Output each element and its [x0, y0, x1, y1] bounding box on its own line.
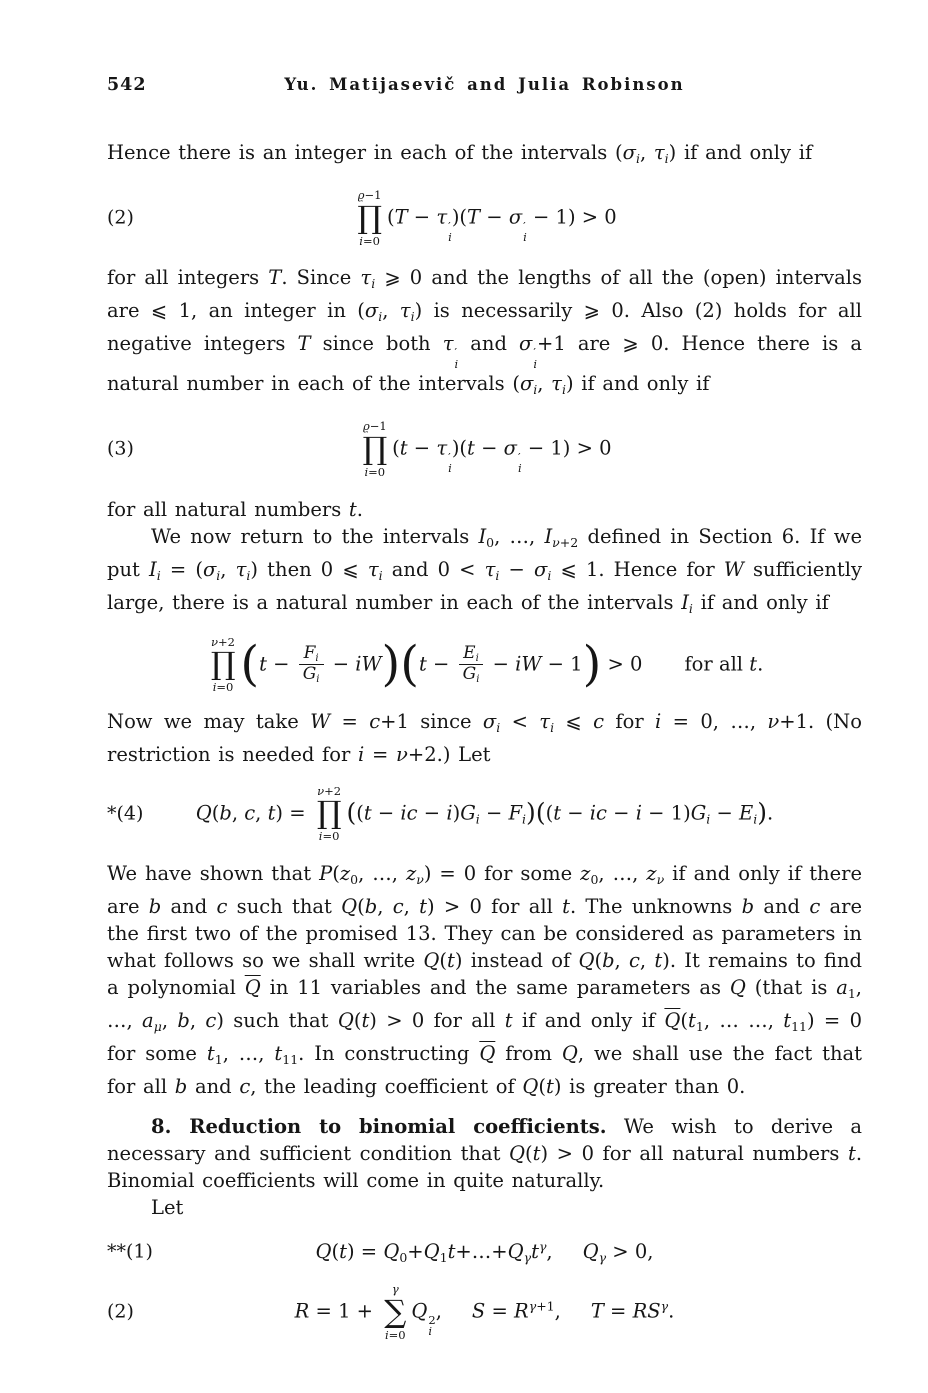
equation-3: [107, 420, 862, 478]
page-header: [107, 75, 862, 101]
section-8-paragraph: 8. Reduction to binomial coefficients. We wish to derive a necessary and sufficient condition that Q(t) > 0 for all natural numbers t. Binomial coefficients will come in quite naturally.: [107, 1115, 863, 1193]
equation-3-label: (3): [107, 437, 134, 460]
paragraph-let: Let: [151, 1196, 184, 1220]
paragraph-return-intervals: We now return to the intervals $I_0$, …, $I_{\nu+2}$ defined in Section 6. If we put $I_i = (\sigma_i$, $\tau_i$) then 0 ⩽ $\tau_i$ and $0 < \tau_i - \sigma_i$ ⩽ 1. Hence for W sufficiently large, there is a natural number in each of the intervals $I_i$ if and only if: [107, 524, 862, 616]
equation-3-body: ϱ−1 ∏ i=0 (t − τ ′ i )(t − σ ′ i − 1) > 0: [362, 419, 612, 479]
paragraph-intro: Hence there is an integer in each of the intervals ($\sigma_i$, $\tau_i$) if and only if: [107, 141, 813, 166]
text-column: [107, 75, 862, 1351]
paragraph-integers-T: for all integers T. Since $\tau_i$ ⩾ 0 and the lengths of all the (open) intervals are ⩽ 1, an integer in ($\sigma_i$, $\tau_i$) is necessarily ⩾ 0. Also (2) holds for all negative integers T since both τ ′ i and σ ′ i +1 are ⩾ 0. Hence there is a natural number in each of the intervals ($\sigma_i$, $\tau_i$) if and only if: [107, 266, 862, 398]
paragraph-take-W: Now we may take W = c+1 since $\sigma_i < \tau_i$ ⩽ c for i = 0, …, ν+1. (No restriction is needed for i = ν+2.) Let: [107, 709, 862, 766]
equation-binomial-2-body: R = 1 + γ ∑ i=0 Q 2 i , $S = R^{\gamma+1}$, $T = RS^\gamma$.: [294, 1282, 675, 1342]
equation-product-W: [107, 636, 862, 694]
equation-binomial-2: [107, 1283, 862, 1341]
equation-binomial-1-body: $Q(t) = Q_0+Q_1t+\dots+Q_\gamma t^\gamma$, $Q_\gamma > 0$,: [315, 1239, 654, 1266]
equation-binomial-1: [107, 1233, 862, 1271]
equation-2-body: ϱ−1 ∏ i=0 (T − τ ′ i )(T − σ ′ i − 1) > 0: [357, 188, 617, 248]
equation-4-starred: [107, 785, 862, 843]
equation-4-label: *(4): [107, 802, 144, 825]
equation-product-W-body: ν+2 ∏ i=0 (t − $\frac{F_i}{G_i}$ − iW)(t − $\frac{E_i}{G_i}$ − iW − 1) > 0 for all t.: [210, 634, 764, 695]
paragraph-we-have-shown: We have shown that $P(z_0$, …, $z_\nu) = 0$ for some $z_0$, …, $z_\nu$ if and only if there are b and c such that Q(b, c, t) > 0 for all t. The unknowns b and c are the first two of the promised 13. They can be considered as parameters in what follows so we shall write Q(t) instead of Q(b, c, t). It remains to find a polynomial $\overline{Q}$ in 11 variables and the same parameters as Q (that is $a_1$, …, $a_\mu$, b, c) such that Q(t) > 0 for all t if and only if $\overline{Q}(t_1$, … …, $t_{11}) = 0$ for some $t_1$, …, $t_{11}$. In constructing $\overline{Q}$ from Q, we shall use the fact that for all b and c, the leading coefficient of Q(t) is greater than 0.: [107, 862, 863, 1099]
page-number: 542: [107, 75, 147, 95]
equation-2-label: (2): [107, 206, 134, 229]
equation-binomial-1-label: **(1): [107, 1240, 153, 1263]
running-title: Yu. Matijasevič and Julia Robinson: [284, 75, 685, 94]
paragraph-natural-numbers: for all natural numbers t.: [107, 497, 363, 521]
equation-4-body: Q(b, c, t) = ν+2 ∏ i=0 ((t − ic − $i)G_i - F_i)((t$ − ic − $i - 1)G_i - E_i$).: [195, 783, 774, 844]
equation-binomial-2-label: (2): [107, 1300, 134, 1323]
equation-2: [107, 189, 862, 247]
